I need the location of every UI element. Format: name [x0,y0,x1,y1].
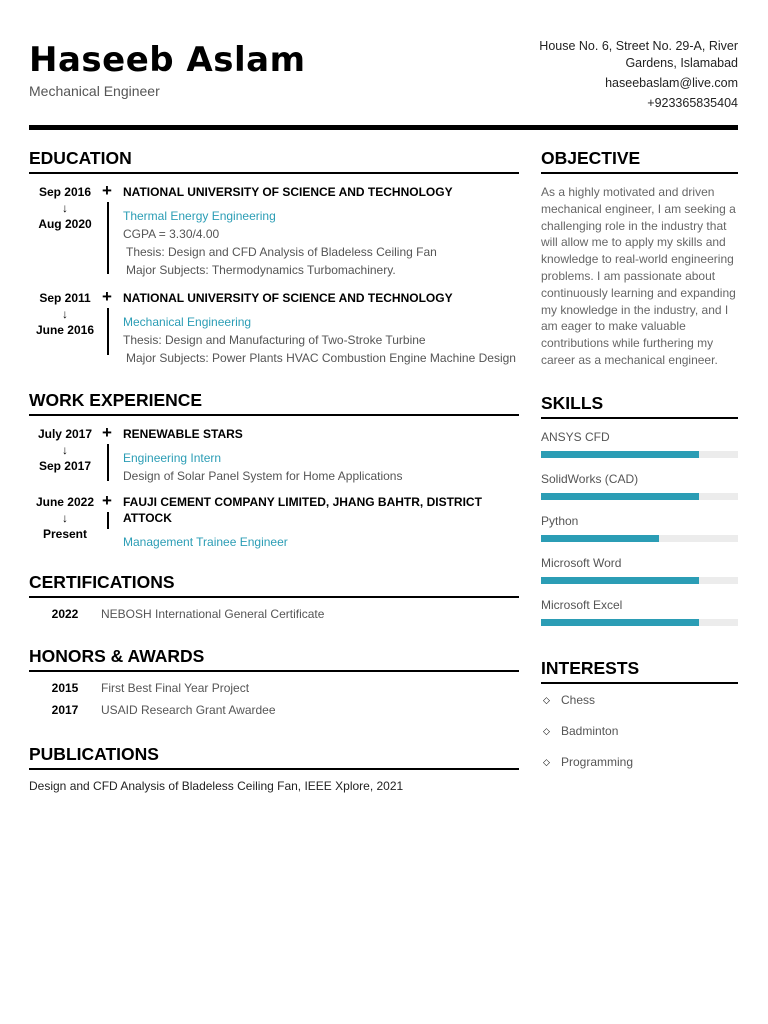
skill-level-bar [541,451,738,458]
company-name: FAUJI CEMENT COMPANY LIMITED, JHANG BAHTR, DISTRICT ATTOCK [123,495,482,525]
end-date: Aug 2020 [38,217,92,231]
company-name: RENEWABLE STARS [123,427,243,441]
subjects-line: Major Subjects: Power Plants HVAC Combustion Engine Machine Design [126,351,516,365]
plus-icon: + [102,423,112,442]
timeline-bar [107,444,109,481]
thesis-line: Thesis: Design and Manufacturing of Two-Stroke Turbine [123,333,426,347]
entry-dates [29,184,101,278]
plus-icon: + [102,491,112,510]
timeline-axis [101,491,119,550]
skills-title: SKILLS [541,391,738,419]
skill-item [541,513,738,542]
honors-title: HONORS & AWARDS [29,644,519,672]
award-year: 2017 [51,703,79,717]
skill-level-fill [541,451,699,458]
timeline-axis [101,423,119,484]
skill-item [541,471,738,500]
award-name: USAID Research Grant Awardee [101,703,276,717]
arrow-down-icon: ↓ [62,201,68,215]
publication-item: Design and CFD Analysis of Bladeless Ceiling Fan, IEEE Xplore, 2021 [29,779,404,793]
skills-list [541,429,738,626]
interests-title: INTERESTS [541,656,738,684]
skill-name: ANSYS CFD [541,429,610,444]
skill-name: Microsoft Word [541,555,622,570]
interest-label: Programming [561,754,634,769]
thesis-line: Thesis: Design and CFD Analysis of Bladeless Ceiling Fan [126,245,437,259]
interest-item [541,692,738,708]
interest-label: Badminton [561,723,619,738]
contact-email[interactable]: haseebaslam@live.com [605,76,738,90]
entry-dates [29,290,101,366]
interests-list [541,692,738,770]
certifications-title: CERTIFICATIONS [29,570,519,598]
award-name: First Best Final Year Project [101,681,250,695]
start-date: July 2017 [37,427,93,441]
contact-phone[interactable]: +923365835404 [647,96,738,110]
arrow-down-icon: ↓ [62,511,68,525]
skill-level-fill [541,535,659,542]
diamond-bullet-icon: ◇ [543,725,550,736]
interest-item [541,723,738,739]
timeline-axis [101,181,119,278]
job-position: Management Trainee Engineer [123,535,288,549]
skill-level-bar [541,619,738,626]
education-title: EDUCATION [29,146,519,174]
skill-item [541,429,738,458]
timeline-bar [107,512,109,529]
resume-name: Haseeb Aslam [29,40,306,80]
objective-text: As a highly motivated and driven mechanical engineer, I am seeking a challenging role in the industry that will allow me to apply my skills and knowledge to real-world engineering problems. I am passionate about continuously learning and expanding my knowledge in the industry, and I am eager to make valuable contributions while furthering my career as a mechanical engineer. [541,185,736,367]
diamond-bullet-icon: ◇ [543,756,550,767]
end-date: Sep 2017 [38,459,92,473]
objective-title: OBJECTIVE [541,146,738,174]
education-entry [29,181,519,278]
certification-name: NEBOSH International General Certificate [101,607,325,621]
right-column [541,146,738,785]
skill-name: SolidWorks (CAD) [541,471,639,486]
skill-level-fill [541,619,699,626]
degree-field: Mechanical Engineering [123,315,252,329]
subjects-line: Major Subjects: Thermodynamics Turbomachinery. [126,263,396,277]
work-title: WORK EXPERIENCE [29,388,519,416]
skill-level-bar [541,577,738,584]
job-description: Design of Solar Panel System for Home Applications [123,469,403,483]
entry-dates [29,426,101,484]
header-divider [29,125,738,130]
award-year: 2015 [51,681,79,695]
certification-item [29,606,519,622]
cgpa-line: CGPA = 3.30/4.00 [123,227,220,241]
contact-block [498,38,738,115]
start-date: Sep 2011 [39,291,91,305]
arrow-down-icon: ↓ [62,307,68,321]
resume-role: Mechanical Engineer [29,83,160,99]
degree-field: Thermal Energy Engineering [123,209,276,223]
education-entry [29,287,519,366]
skill-item [541,597,738,626]
plus-icon: + [102,287,112,306]
job-position: Engineering Intern [123,451,222,465]
skill-item [541,555,738,584]
award-item [29,680,519,696]
skill-level-bar [541,493,738,500]
work-entry [29,423,519,484]
award-item [29,702,519,718]
entry-dates [29,494,101,550]
plus-icon: + [102,181,112,200]
skill-level-bar [541,535,738,542]
diamond-bullet-icon: ◇ [543,694,550,705]
end-date: June 2016 [35,323,95,337]
certification-year: 2022 [51,607,79,621]
timeline-bar [107,308,109,355]
skill-level-fill [541,493,699,500]
skill-name: Python [541,513,579,528]
skill-level-fill [541,577,699,584]
timeline-bar [107,202,109,274]
publications-title: PUBLICATIONS [29,742,519,770]
interest-item [541,754,738,770]
skill-name: Microsoft Excel [541,597,623,612]
end-date: Present [42,527,88,541]
start-date: Sep 2016 [38,185,92,199]
start-date: June 2022 [35,495,95,509]
left-column [29,146,519,794]
interest-label: Chess [561,692,596,707]
arrow-down-icon: ↓ [62,443,68,457]
work-entry [29,491,519,550]
timeline-axis [101,287,119,366]
institution-name: NATIONAL UNIVERSITY OF SCIENCE AND TECHNOLOGY [123,185,453,199]
institution-name: NATIONAL UNIVERSITY OF SCIENCE AND TECHNOLOGY [123,291,453,305]
contact-address: House No. 6, Street No. 29-A, River Gardens, Islamabad [539,39,738,70]
